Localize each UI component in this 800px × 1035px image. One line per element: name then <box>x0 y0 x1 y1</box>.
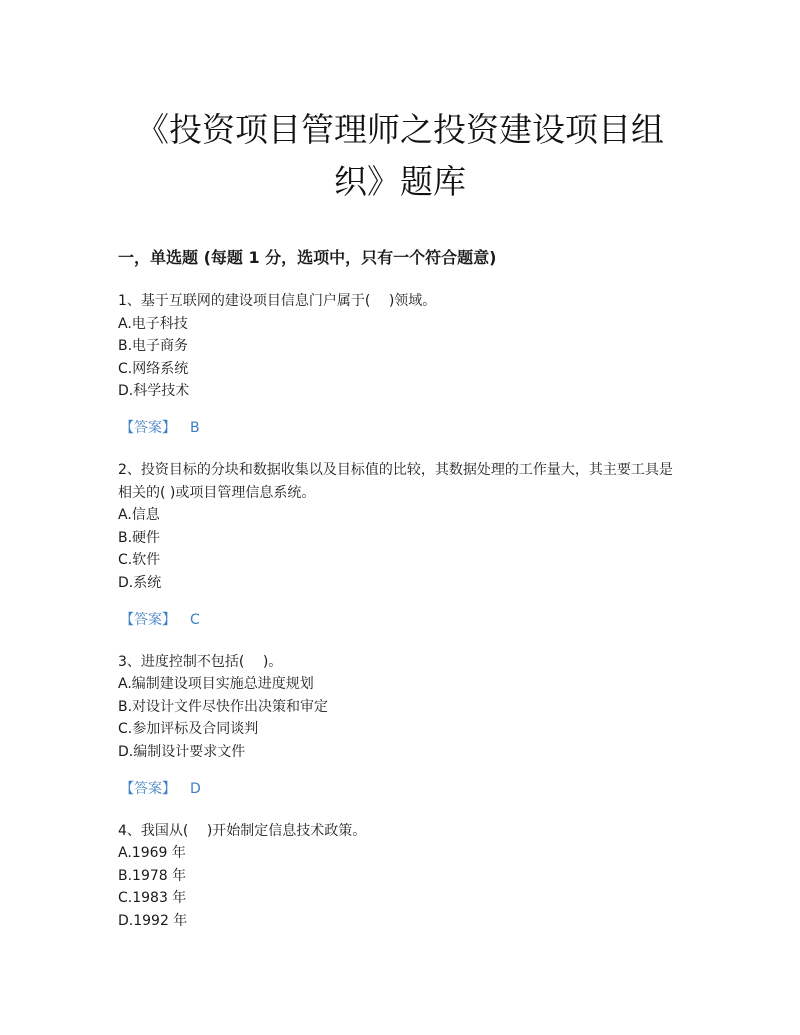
answer-line <box>118 609 682 631</box>
option-b: B.对设计文件尽快作出决策和审定 <box>118 698 329 715</box>
question-4 <box>118 820 682 933</box>
option-b: B.1978 年 <box>118 867 187 884</box>
document-title: 《投资项目管理师之投资建设项目组织》题库 <box>136 110 664 201</box>
option-a: A.1969 年 <box>118 845 186 862</box>
option-c: C.软件 <box>118 552 161 569</box>
question-stem: 1、基于互联网的建设项目信息门户属于( )领域。 <box>118 293 437 309</box>
answer-label: 【答案】 <box>120 419 176 436</box>
question-3 <box>118 651 682 800</box>
answer-value: D <box>190 780 201 797</box>
answer-label: 【答案】 <box>120 611 176 628</box>
answer-value: B <box>190 419 200 436</box>
answer-line <box>118 417 682 439</box>
question-2 <box>118 459 682 631</box>
answer-label: 【答案】 <box>120 780 176 797</box>
option-d: D.科学技术 <box>118 383 190 400</box>
option-c: C.1983 年 <box>118 890 187 907</box>
option-a: A.信息 <box>118 507 160 524</box>
option-d: D.1992 年 <box>118 912 188 929</box>
section-heading: 一，单选题 (每题 1 分，选项中，只有一个符合题意) <box>118 248 497 267</box>
option-b: B.硬件 <box>118 529 161 546</box>
question-stem: 3、进度控制不包括( )。 <box>118 653 283 670</box>
question-stem: 2、投资目标的分块和数据收集以及目标值的比较，其数据处理的工作量大，其主要工具是相关的( )或项目管理信息系统。 <box>118 461 673 501</box>
option-b: B.电子商务 <box>118 338 189 355</box>
option-a: A.电子科技 <box>118 315 188 332</box>
answer-value: C <box>190 611 200 628</box>
option-d: D.编制设计要求文件 <box>118 743 246 760</box>
option-c: C.网络系统 <box>118 360 189 377</box>
option-d: D.系统 <box>118 574 162 591</box>
question-1 <box>118 290 682 439</box>
question-stem: 4、我国从( )开始制定信息技术政策。 <box>118 822 367 839</box>
option-a: A.编制建设项目实施总进度规划 <box>118 676 314 693</box>
option-c: C.参加评标及合同谈判 <box>118 721 259 738</box>
answer-line <box>118 778 682 800</box>
